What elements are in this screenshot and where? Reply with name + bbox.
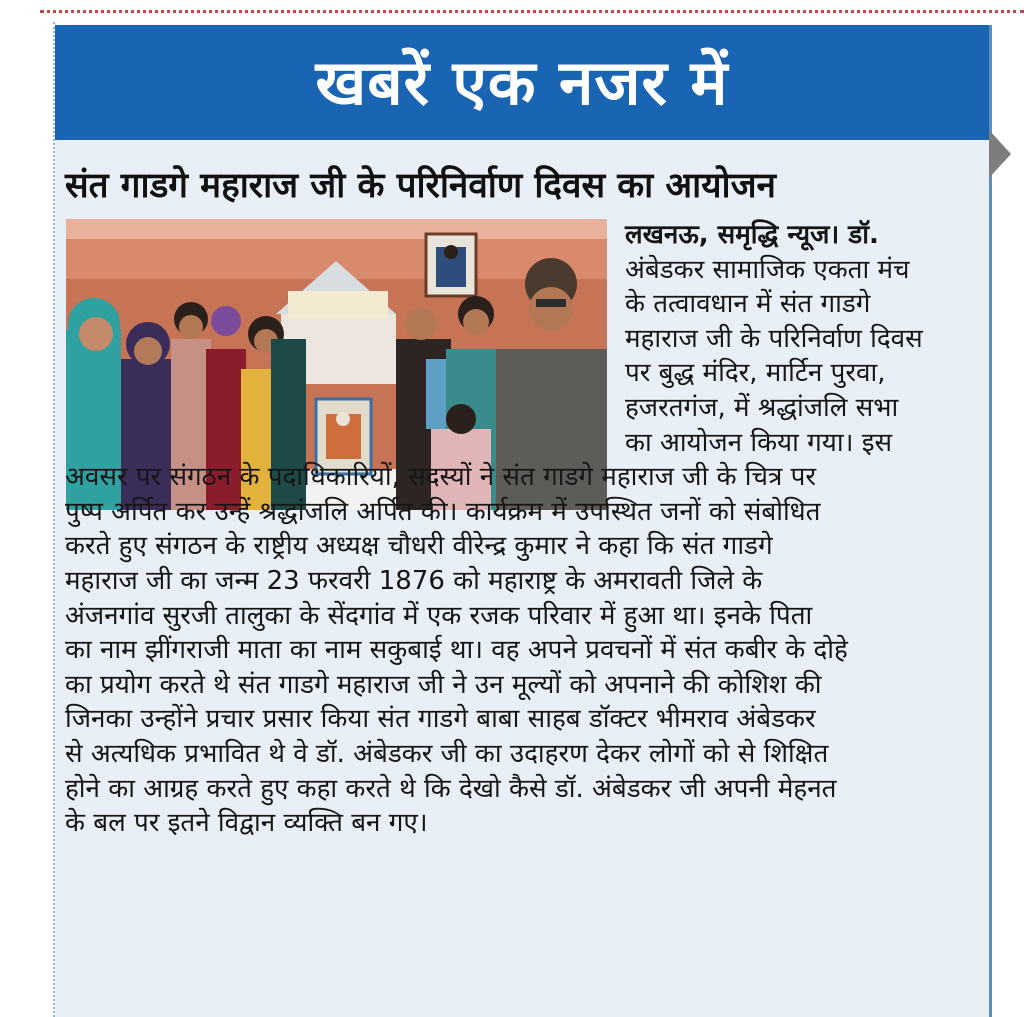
news-panel xyxy=(55,25,992,1017)
article-line: का आयोजन किया गया। इस xyxy=(625,427,893,458)
arrow-right-icon xyxy=(989,130,1011,178)
article-line: से अत्यधिक प्रभावित थे वे डॉ. अंबेडकर जी का उदाहरण देकर लोगों को से शिक्षित xyxy=(65,739,829,769)
article-line: महाराज जी के परिनिर्वाण दिवस xyxy=(625,323,923,354)
article-line: पुष्प अर्पित कर उन्हें श्रद्धांजलि अर्पित की। कार्यक्रम में उपस्थित जनों को संबोधित xyxy=(65,496,821,527)
section-banner: खबरें एक नजर में xyxy=(55,25,989,140)
article-line: का नाम झींगराजी माता का नाम सकुबाई था। वह अपने प्रवचनों में संत कबीर के दोहे xyxy=(65,635,848,666)
article-line: हजरतगंज, में श्रद्धांजलि सभा xyxy=(625,393,899,423)
article-headline: संत गाडगे महाराज जी के परिनिर्वाण दिवस का आयोजन xyxy=(65,166,776,206)
article-line: करते हुए संगठन के राष्ट्रीय अध्यक्ष चौधरी वीरेन्द्र कुमार ने कहा कि संत गाडगे xyxy=(65,531,773,562)
article-body xyxy=(55,25,989,1017)
top-dotted-rule xyxy=(40,10,1024,13)
article-line: महाराज जी का जन्म 23 फरवरी 1876 को महाराष्ट्र के अमरावती जिले के xyxy=(65,566,763,596)
article-line: पर बुद्ध मंदिर, मार्टिन पुरवा, xyxy=(625,358,886,389)
article-line: के बल पर इतने विद्वान व्यक्ति बन गए। xyxy=(65,808,428,839)
article-line: के तत्वावधान में संत गाडगे xyxy=(625,289,871,320)
article-line: अंजनगांव सुरजी तालुका के सेंदगांव में एक रजक परिवार में हुआ था। इनके पिता xyxy=(65,600,813,631)
article-line: होने का आग्रह करते हुए कहा करते थे कि देखो कैसे डॉ. अंबेडकर जी अपनी मेहनत xyxy=(65,773,837,804)
article-line: का प्रयोग करते थे संत गाडगे महाराज जी ने उन मूल्यों को अपनाने की कोशिश की xyxy=(65,669,822,700)
article-line: लखनऊ, समृद्धि न्यूज। डॉ. xyxy=(625,220,879,250)
article-line: अवसर पर संगठन के पदाधिकारियों, सदस्यों ने संत गाडगे महाराज जी के चित्र पर xyxy=(65,462,817,493)
article-line: जिनका उन्होंने प्रचार प्रसार किया संत गाडगे बाबा साहब डॉक्टर भीमराव अंबेडकर xyxy=(65,704,816,735)
article-line: अंबेडकर सामाजिक एकता मंच xyxy=(625,254,910,285)
